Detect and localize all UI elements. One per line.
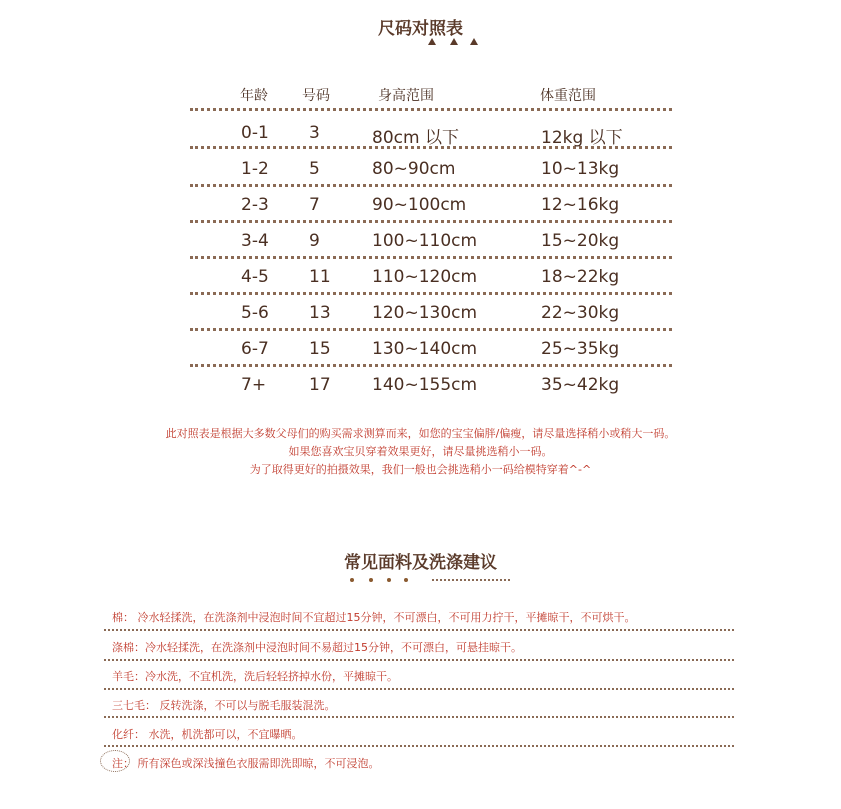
row-code: 15 — [309, 339, 331, 359]
row-code: 7 — [309, 195, 320, 215]
care-item-poly-cotton: 涤棉：冷水轻揉洗，在洗涤剂中浸泡时间不易超过15分钟，不可漂白，可悬挂晾干。 — [112, 641, 522, 654]
care-item-wool: 羊毛：冷水洗，不宜机洗，洗后轻轻挤掉水份，平摊晾干。 — [112, 670, 398, 683]
row-weight: 10~13kg — [541, 159, 620, 179]
row-height: 80~90cm — [372, 159, 456, 179]
triangle-icon — [450, 38, 458, 45]
header-height: 身高范围 — [378, 88, 434, 104]
size-note: 为了取得更好的拍摄效果，我们一般也会挑选稍小一码给模特穿着^-^ — [249, 463, 592, 476]
row-height: 130~140cm — [372, 339, 478, 359]
row-divider — [190, 220, 672, 223]
row-code: 9 — [309, 231, 320, 251]
triangle-icon — [428, 38, 436, 45]
care-item-cotton: 棉： 冷水轻揉洗，在洗涤剂中浸泡时间不宜超过15分钟，不可漂白，不可用力拧干，平摊晾干，不可烘干。 — [112, 611, 636, 624]
row-height: 140~155cm — [372, 375, 478, 395]
row-weight: 12kg 以下 — [541, 128, 623, 148]
row-height: 110~120cm — [372, 267, 478, 287]
row-divider — [190, 328, 672, 331]
size-note: 此对照表是根据大多数父母们的购买需求测算而来，如您的宝宝偏胖/偏瘦，请尽量选择稍小或稍大一码。 — [165, 427, 676, 440]
row-divider — [190, 184, 672, 187]
care-item-synthetic: 化纤： 水洗，机洗都可以，不宜曝晒。 — [112, 728, 303, 741]
row-height: 90~100cm — [372, 195, 467, 215]
row-height: 100~110cm — [372, 231, 478, 251]
care-divider — [104, 688, 734, 690]
care-divider — [104, 629, 734, 631]
care-item-blend-wool: 三七毛： 反转洗涤，不可以与脱毛服装混洗。 — [112, 699, 336, 712]
row-age: 5-6 — [241, 303, 269, 323]
row-divider — [190, 292, 672, 295]
dot-icon — [404, 578, 408, 582]
care-divider — [104, 745, 734, 747]
size-chart-title: 尺码对照表 — [378, 19, 463, 39]
row-age: 0-1 — [241, 123, 269, 143]
row-weight: 12~16kg — [541, 195, 620, 215]
row-divider — [190, 256, 672, 259]
row-code: 17 — [309, 375, 331, 395]
row-code: 3 — [309, 123, 320, 143]
row-age: 1-2 — [241, 159, 269, 179]
dot-icon — [387, 578, 391, 582]
dot-icon — [369, 578, 373, 582]
care-divider — [104, 716, 734, 718]
row-weight: 15~20kg — [541, 231, 620, 251]
row-age: 7+ — [241, 375, 267, 395]
dot-icon — [350, 578, 354, 582]
row-age: 4-5 — [241, 267, 269, 287]
title-triangles-decoration — [426, 38, 486, 48]
row-divider — [190, 108, 672, 111]
header-age: 年龄 — [240, 88, 268, 104]
row-age: 3-4 — [241, 231, 269, 251]
row-weight: 22~30kg — [541, 303, 620, 323]
care-item-note: 注： 所有深色或深浅撞色衣服需即洗即晾，不可浸泡。 — [112, 757, 380, 770]
fabric-care-title: 常见面料及洗涤建议 — [344, 553, 497, 573]
triangle-icon — [470, 38, 478, 45]
row-height: 120~130cm — [372, 303, 478, 323]
row-code: 11 — [309, 267, 331, 287]
care-divider — [104, 659, 734, 661]
row-divider — [190, 364, 672, 367]
header-weight: 体重范围 — [540, 88, 596, 104]
row-code: 13 — [309, 303, 331, 323]
row-weight: 25~35kg — [541, 339, 620, 359]
row-code: 5 — [309, 159, 320, 179]
header-code: 号码 — [302, 88, 330, 104]
row-height: 80cm 以下 — [372, 128, 459, 148]
title-dotted-line — [432, 579, 510, 581]
row-weight: 18~22kg — [541, 267, 620, 287]
row-weight: 35~42kg — [541, 375, 620, 395]
row-age: 2-3 — [241, 195, 269, 215]
row-age: 6-7 — [241, 339, 269, 359]
size-note: 如果您喜欢宝贝穿着效果更好，请尽量挑选稍小一码。 — [288, 445, 553, 458]
